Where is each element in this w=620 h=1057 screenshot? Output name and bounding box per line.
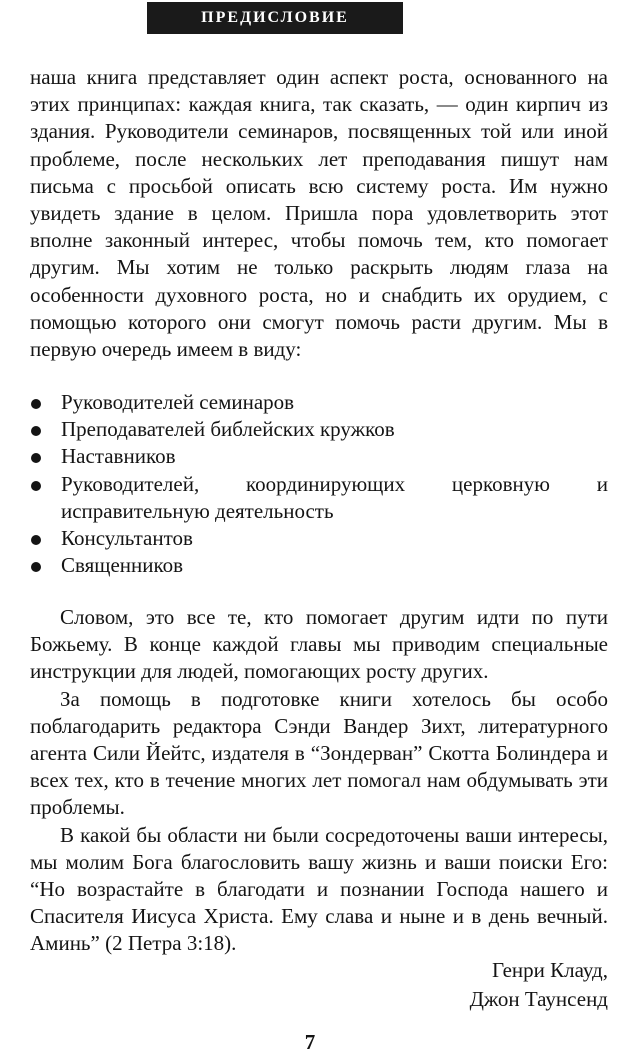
list-item-text: Священников xyxy=(61,553,184,578)
bullet-icon xyxy=(31,535,41,545)
signature-line-1: Генри Клауд, xyxy=(492,958,608,982)
acknowledgements-paragraph: За помощь в подготовке книги хотелось бы особо поблагодарить редактора Сэнди Вандер Зихт, литературного агента Сили Йейтс, издателя в “Зондерван” Скотта Болиндера и всех тех, кто в течение многих лет помогал нам обдумывать эти проблемы. xyxy=(30,686,608,820)
bullet-icon xyxy=(31,481,41,491)
bullet-icon xyxy=(31,426,41,436)
page-number: 7 xyxy=(304,1030,316,1054)
list-item xyxy=(30,552,608,579)
list-item-text: Руководителей семинаров xyxy=(61,390,295,414)
running-header-title: ПРЕДИСЛОВИЕ xyxy=(201,9,349,26)
list-item-text: Наставников xyxy=(61,444,176,469)
list-item xyxy=(30,389,608,416)
bullet-icon xyxy=(31,562,41,572)
list-item xyxy=(30,471,608,525)
list-item-text: Консультантов xyxy=(61,526,193,551)
closing-paragraphs xyxy=(30,604,608,958)
authors-signature xyxy=(470,956,608,1014)
bullet-icon xyxy=(31,453,41,463)
blessing-paragraph: В какой бы области ни были сосредоточены ваши интересы, мы молим Бога благословить вашу жизнь и ваши поиски Его: “Но возрастайте в благодати и познании Господа нашего и Спасителя Иисуса Христа. Ему слава и ныне и в день вечный. Аминь” (2 Петра 3:18). xyxy=(30,822,608,956)
list-item-text: Руководителей, координирующих церковную и исправительную деятельность xyxy=(61,471,608,523)
list-item xyxy=(30,443,608,470)
list-item xyxy=(30,416,608,443)
list-item xyxy=(30,525,608,552)
bullet-icon xyxy=(31,399,41,409)
summary-paragraph: Словом, это все те, кто помогает другим идти по пути Божьему. В конце каждой главы мы приводим специальные инструкции для людей, помогающих росту других. xyxy=(30,605,608,684)
intro-paragraph: наша книга представляет один аспект роста, основанного на этих принципах: каждая книга, так сказать, — один кирпич из здания. Руководители семинаров, посвященных той или иной проблеме, после нескольких лет преподавания пишут нам письма с просьбой описать всю систему роста. Им нужно увидеть здание в целом. Пришла пора удовлетворить этот вполне законный интерес, чтобы помочь тем, кто помогает другим. Мы хотим не только раскрыть людям глаза на особенности духовного роста, но и снабдить их орудием, с помощью которого они смогут помочь расти другим. Мы в первую очередь имеем в виду: xyxy=(30,65,608,362)
signature-line-2: Джон Таунсенд xyxy=(469,987,608,1011)
audience-list xyxy=(30,389,608,579)
list-item-text: Преподавателей библейских кружков xyxy=(61,417,395,442)
running-header xyxy=(147,2,403,34)
